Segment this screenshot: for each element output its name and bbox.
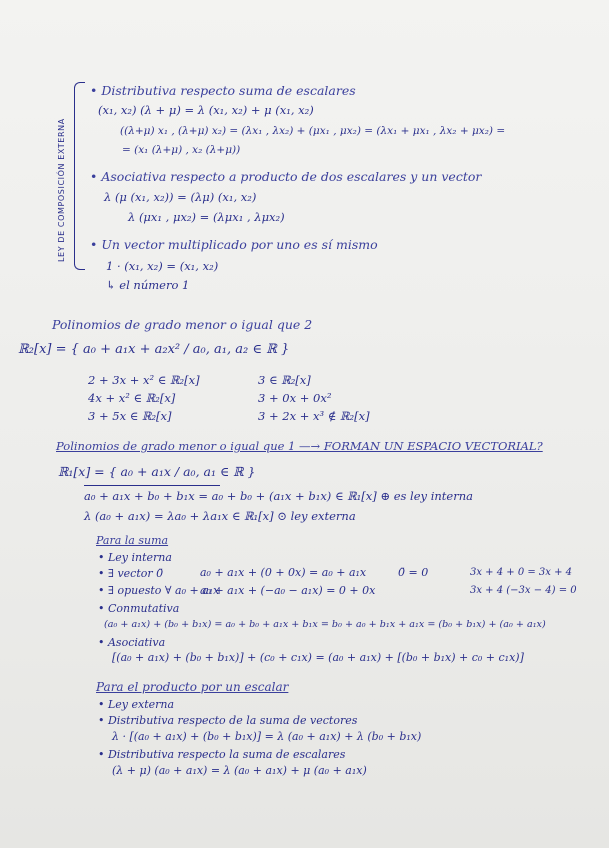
line-example: 4x + x² ∈ ℝ₂[x]: [88, 391, 176, 405]
line-equation: (a₀ + a₁x) + (b₀ + b₁x) = a₀ + b₀ + a₁x + b₁x = b₀ + a₀ + b₁x + a₁x = (b₀ + b₁x) + (a₀ + a₁x): [104, 619, 546, 630]
line-example: 2 + 3x + x² ∈ ℝ₂[x]: [88, 373, 200, 387]
line-equation: (x₁, x₂) (λ + μ) = λ (x₁, x₂) + μ (x₁, x₂): [98, 103, 314, 117]
line-set-definition: ℝ₁[x] = { a₀ + a₁x / a₀, a₁ ∈ ℝ }: [58, 464, 256, 479]
line-distributiva-heading: • Distributiva respecto suma de escalares: [90, 83, 356, 98]
line-equation: 1 · (x₁, x₂) = (x₁, x₂): [106, 259, 219, 273]
line-example: 3 + 0x + 0x²: [258, 391, 332, 405]
overline: [84, 485, 220, 486]
line-bullet: • Conmutativa: [98, 602, 180, 615]
line-equation: [(a₀ + a₁x) + (b₀ + b₁x)] + (c₀ + c₁x) = (a₀ + a₁x) + [(b₀ + b₁x) + c₀ + c₁x)]: [112, 651, 524, 664]
line-bullet: • Distributiva respecto de la suma de vectores: [98, 714, 358, 727]
line-bullet: • ∃ vector 0̄: [98, 567, 164, 580]
line-neutro-heading: • Un vector multiplicado por uno es sí mismo: [90, 237, 378, 252]
line-asociativa-heading: • Asociativa respecto a producto de dos escalares y un vector: [90, 169, 482, 184]
line-equation: a₀ + a₁x + (−a₀ − a₁x) = 0 + 0x: [200, 584, 376, 597]
line-bullet: • Asociativa: [98, 636, 166, 649]
line-bullet: • ∃ opuesto ∀ a₀ + a₁x: [98, 584, 220, 597]
line-equation: a₀ + a₁x + (0 + 0x) = a₀ + a₁x: [200, 566, 367, 579]
section-title-grado-2: Polinomios de grado menor o igual que 2: [52, 317, 313, 332]
line-bullet: • Ley interna: [98, 551, 172, 564]
side-label: LEY DE COMPOSICIÓN EXTERNA: [57, 118, 66, 262]
line-ley-externa: λ (a₀ + a₁x) = λa₀ + λa₁x ∈ ℝ₁[x] ⊙ ley externa: [84, 509, 356, 523]
subsection-suma: Para la suma: [96, 534, 169, 547]
line-bullet: • Distributiva respecto la suma de escalares: [98, 748, 346, 761]
line-equation: = (x₁ (λ+μ) , x₂ (λ+μ)): [122, 144, 241, 156]
side-brace: [74, 82, 85, 270]
line-note: ↳ el número 1: [106, 278, 190, 292]
line-equation: λ (μ (x₁, x₂)) = (λμ) (x₁, x₂): [104, 190, 257, 204]
line-equation: ((λ+μ) x₁ , (λ+μ) x₂) = (λx₁ , λx₂) + (μx₁ , μx₂) = (λx₁ + μx₁ , λx₂ + μx₂) =: [120, 125, 506, 137]
line-example: 3 + 5x ∈ ℝ₂[x]: [88, 409, 172, 423]
line-example: 3x + 4 (−3x − 4) = 0: [470, 585, 577, 596]
line-ley-interna: a₀ + a₁x + b₀ + b₁x = a₀ + b₀ + (a₁x + b₁x) ∈ ℝ₁[x] ⊕ es ley interna: [84, 489, 473, 503]
line-bullet: • Ley externa: [98, 698, 175, 711]
line-set-definition: ℝ₂[x] = { a₀ + a₁x + a₂x² / a₀, a₁, a₂ ∈ ℝ }: [18, 342, 290, 357]
subsection-producto: Para el producto por un escalar: [96, 680, 289, 694]
line-equation: 0̄ = 0: [398, 566, 429, 579]
line-equation: λ · [(a₀ + a₁x) + (b₀ + b₁x)] = λ (a₀ + a₁x) + λ (b₀ + b₁x): [112, 730, 422, 743]
line-example: 3 ∈ ℝ₂[x]: [258, 373, 311, 387]
line-example: 3x + 4 + 0 = 3x + 4: [470, 567, 573, 578]
line-example: 3 + 2x + x³ ∉ ℝ₂[x]: [258, 409, 370, 423]
section-title-grado-1: Polinomios de grado menor o igual que 1 —→ FORMAN UN ESPACIO VECTORIAL?: [56, 439, 543, 453]
line-equation: λ (μx₁ , μx₂) = (λμx₁ , λμx₂): [128, 210, 285, 224]
line-equation: (λ + μ) (a₀ + a₁x) = λ (a₀ + a₁x) + μ (a₀ + a₁x): [112, 764, 367, 777]
